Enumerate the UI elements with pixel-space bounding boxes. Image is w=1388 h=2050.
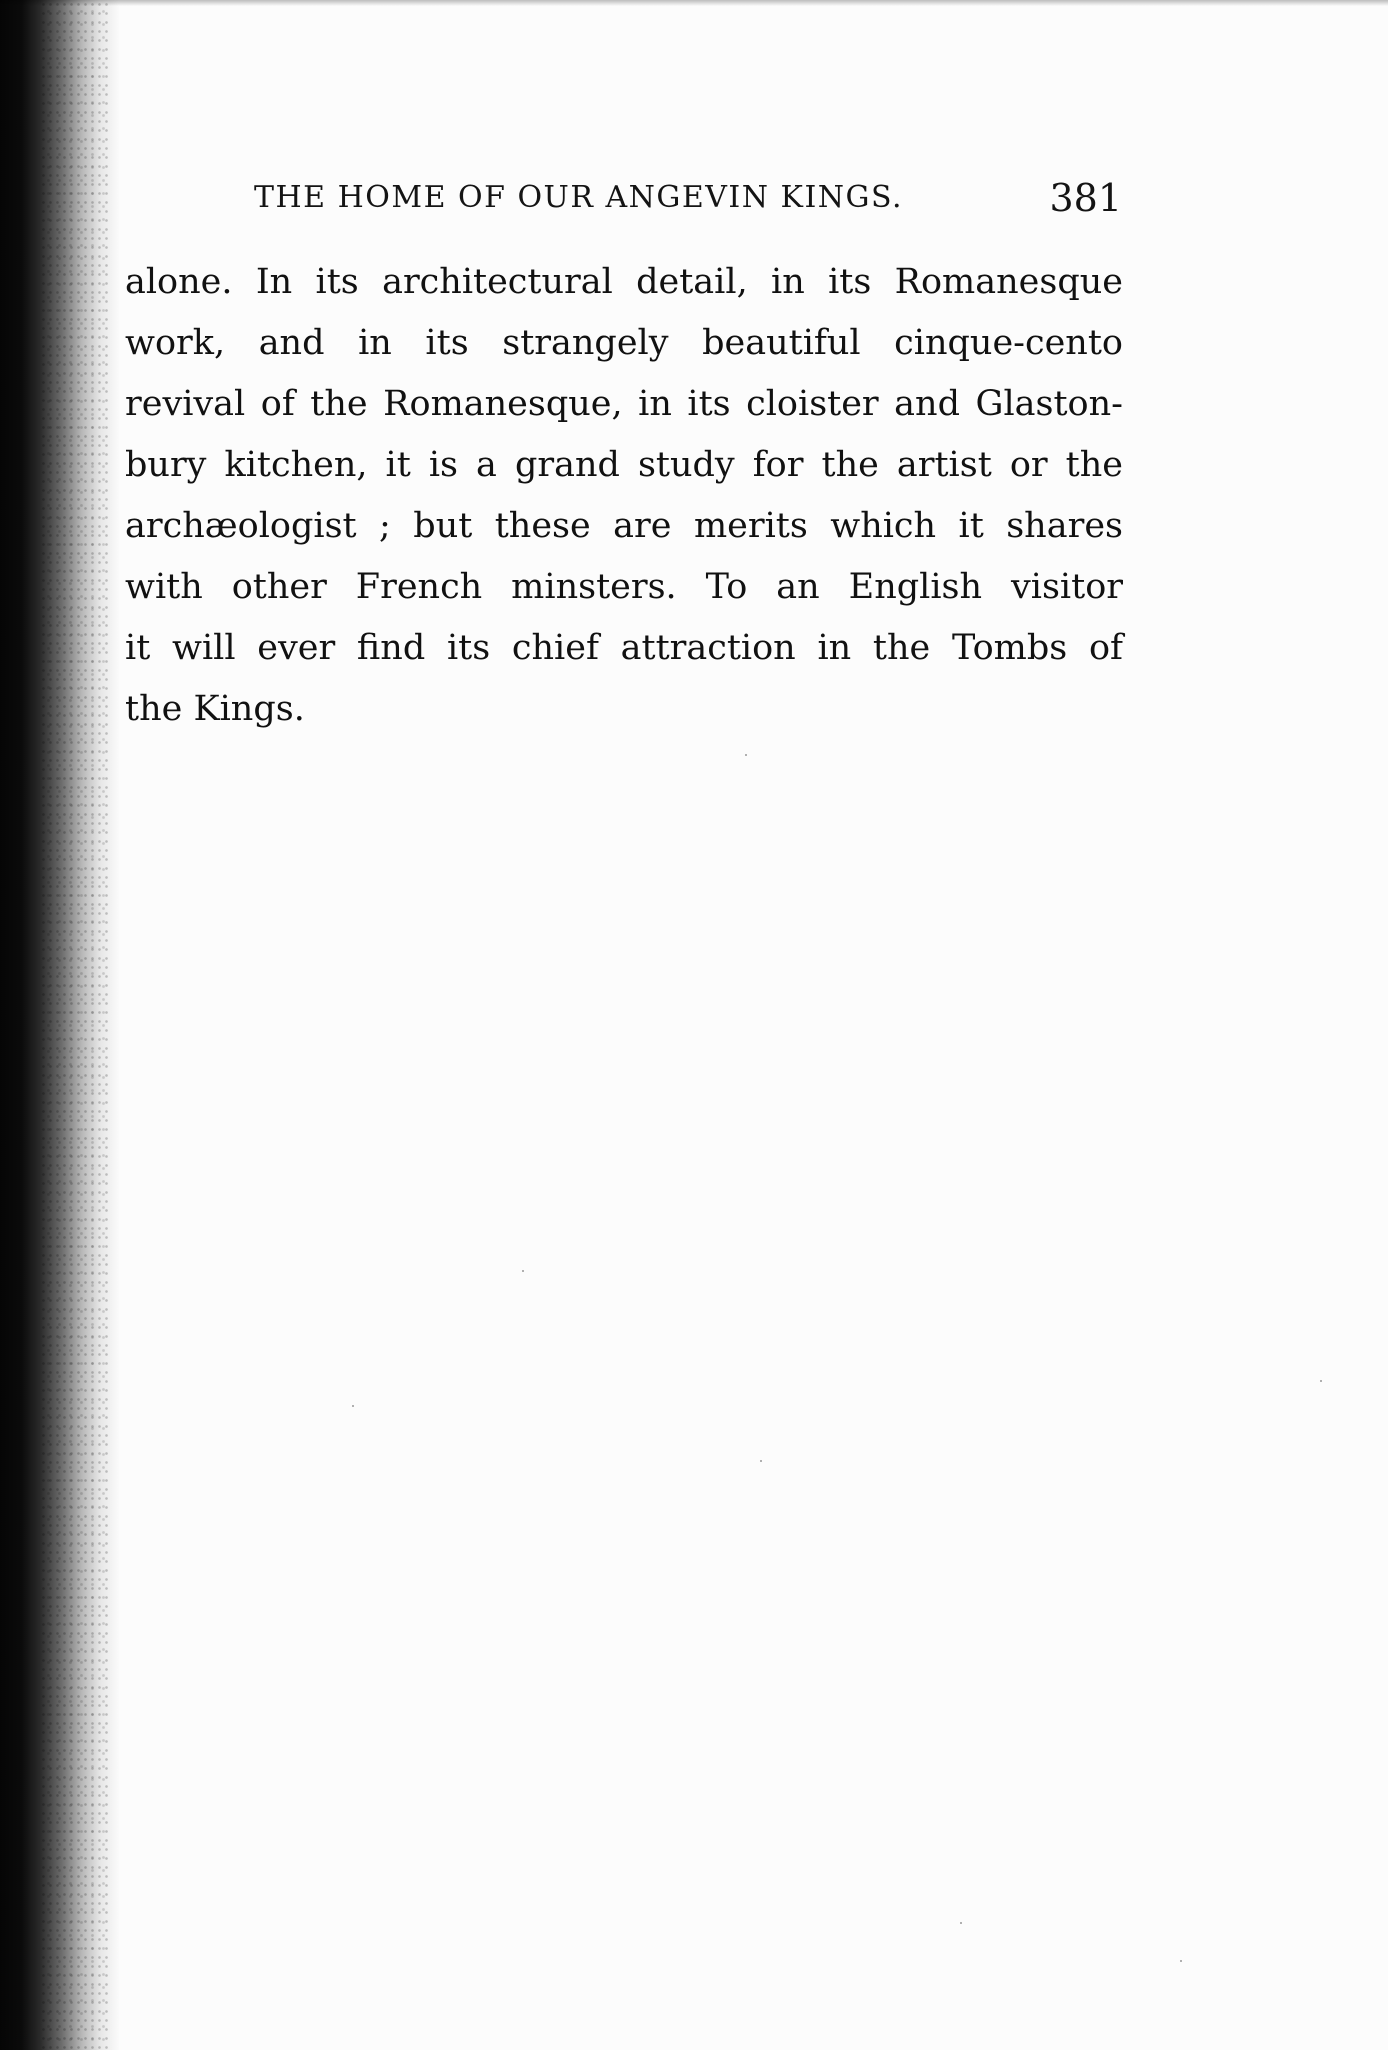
- text-line: revival of the Romanesque, in its cloister and Glaston-: [125, 384, 1123, 424]
- scan-dust: [745, 754, 747, 756]
- text-line: the Kings.: [125, 689, 305, 729]
- running-head: [254, 176, 1122, 226]
- page-number: 381: [1049, 176, 1122, 220]
- text-line: work, and in its strangely beautiful cinque-cento: [125, 323, 1123, 363]
- scan-dust: [1320, 1380, 1322, 1382]
- scan-dust: [960, 1922, 962, 1924]
- text-line: it will ever find its chief attraction in the Tombs of: [125, 628, 1123, 668]
- top-edge-shadow: [0, 0, 1388, 6]
- scan-dust: [352, 1405, 354, 1407]
- scan-dust: [1180, 1960, 1182, 1962]
- running-title: THE HOME OF OUR ANGEVIN KINGS.: [254, 180, 904, 215]
- scan-speckle: [40, 0, 110, 2050]
- text-line: alone. In its architectural detail, in its Romanesque: [125, 262, 1123, 302]
- scan-dust: [760, 1460, 762, 1462]
- body-paragraph: [125, 252, 1123, 740]
- text-line: bury kitchen, it is a grand study for the artist or the: [125, 445, 1123, 485]
- scan-dust: [522, 1270, 524, 1272]
- text-line: archæologist ; but these are merits which it shares: [125, 506, 1123, 546]
- text-line: with other French minsters. To an English visitor: [125, 567, 1123, 607]
